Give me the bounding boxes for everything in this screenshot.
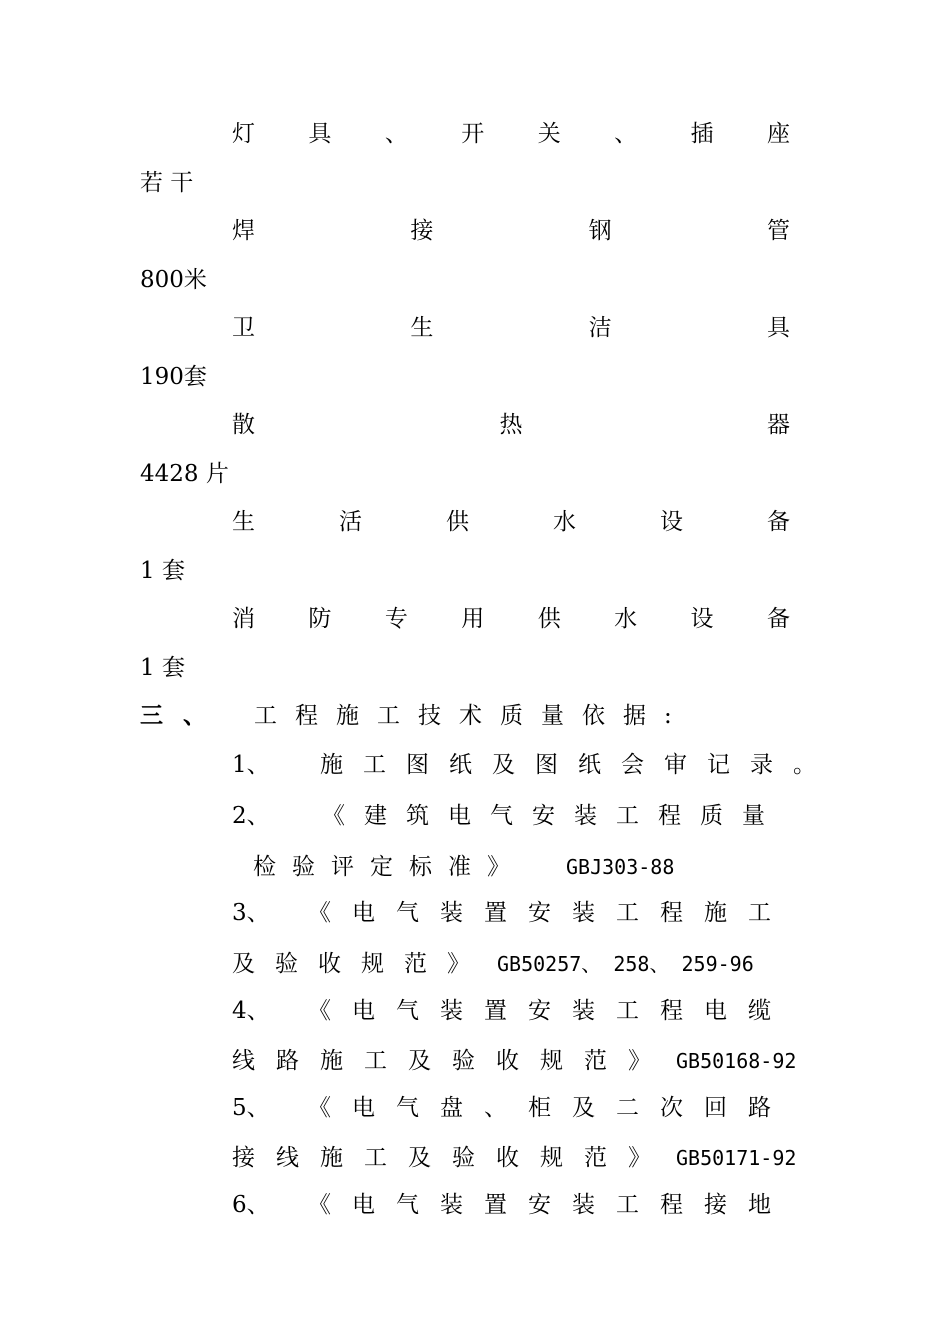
char: 活 (339, 509, 362, 535)
material-qty: 4428 片 (140, 461, 229, 487)
material-name-row (232, 216, 790, 246)
item-text: 《建筑电气安装工程质量 (322, 803, 784, 829)
char: 具 (308, 121, 332, 147)
item-text: 《电气装置安装工程电缆 (308, 998, 792, 1024)
standard-code: GB50171-92 (676, 1146, 797, 1170)
item-number: 3、 (232, 900, 270, 926)
char: 关 (537, 121, 561, 147)
char: 生 (232, 509, 255, 535)
item-text: 施工图纸及图纸会审记录。 (320, 752, 836, 778)
material-qty: 190套 (140, 364, 207, 390)
material-qty: 1 套 (140, 558, 185, 584)
item-number: 4、 (232, 998, 270, 1024)
char: 灯 (232, 121, 255, 147)
material-name-row (232, 410, 790, 440)
material-qty: 800米 (140, 267, 207, 293)
item-text: 《电气装置安装工程施工 (308, 900, 792, 926)
char: 水 (553, 509, 576, 535)
material-name-row (232, 604, 790, 634)
item-number: 2、 (232, 803, 270, 829)
standard-code: GBJ303-88 (566, 855, 675, 879)
char: 、 (614, 121, 638, 147)
char: 水 (614, 606, 638, 632)
char: 散 (232, 412, 255, 438)
item-text-cont: 线路施工及验收规范》 (232, 1048, 672, 1074)
item-text-cont: 检验评定标准》 (253, 854, 526, 880)
char: 生 (410, 315, 434, 341)
char: 专 (384, 606, 408, 632)
char: 卫 (232, 315, 255, 341)
item-number: 6、 (232, 1192, 270, 1218)
char: 供 (446, 509, 469, 535)
item-text: 《电气盘、柜及二次回路 (308, 1095, 792, 1121)
material-qty: 若 干 (140, 170, 194, 196)
material-qty: 1 套 (140, 655, 185, 681)
char: 设 (690, 606, 714, 632)
char: 器 (767, 412, 790, 438)
char: 消 (232, 606, 255, 632)
item-number: 1、 (232, 752, 270, 778)
material-name-row (232, 119, 790, 149)
section-number: 三 、 (140, 702, 213, 729)
char: 插 (690, 121, 714, 147)
char: 、 (384, 121, 408, 147)
char: 设 (660, 509, 683, 535)
item-text: 《电气装置安装工程接地 (308, 1192, 792, 1218)
char: 焊 (232, 218, 255, 244)
char: 钢 (588, 218, 612, 244)
char: 用 (461, 606, 485, 632)
char: 管 (766, 218, 790, 244)
char: 座 (766, 121, 790, 147)
standard-code: GB50257、 258、 259-96 (497, 952, 754, 976)
item-text-cont: 及验收规范》 (232, 951, 490, 977)
char: 防 (308, 606, 332, 632)
material-name-row (232, 313, 790, 343)
char: 备 (767, 509, 790, 535)
section-heading: 工程施工技术质量依据: (254, 703, 690, 729)
material-name-row (232, 507, 790, 537)
char: 洁 (588, 315, 612, 341)
char: 具 (766, 315, 790, 341)
char: 热 (499, 412, 523, 438)
item-text-cont: 接线施工及验收规范》 (232, 1145, 672, 1171)
char: 备 (766, 606, 790, 632)
char: 开 (461, 121, 485, 147)
item-number: 5、 (232, 1095, 270, 1121)
char: 供 (537, 606, 561, 632)
standard-code: GB50168-92 (676, 1049, 797, 1073)
char: 接 (410, 218, 434, 244)
